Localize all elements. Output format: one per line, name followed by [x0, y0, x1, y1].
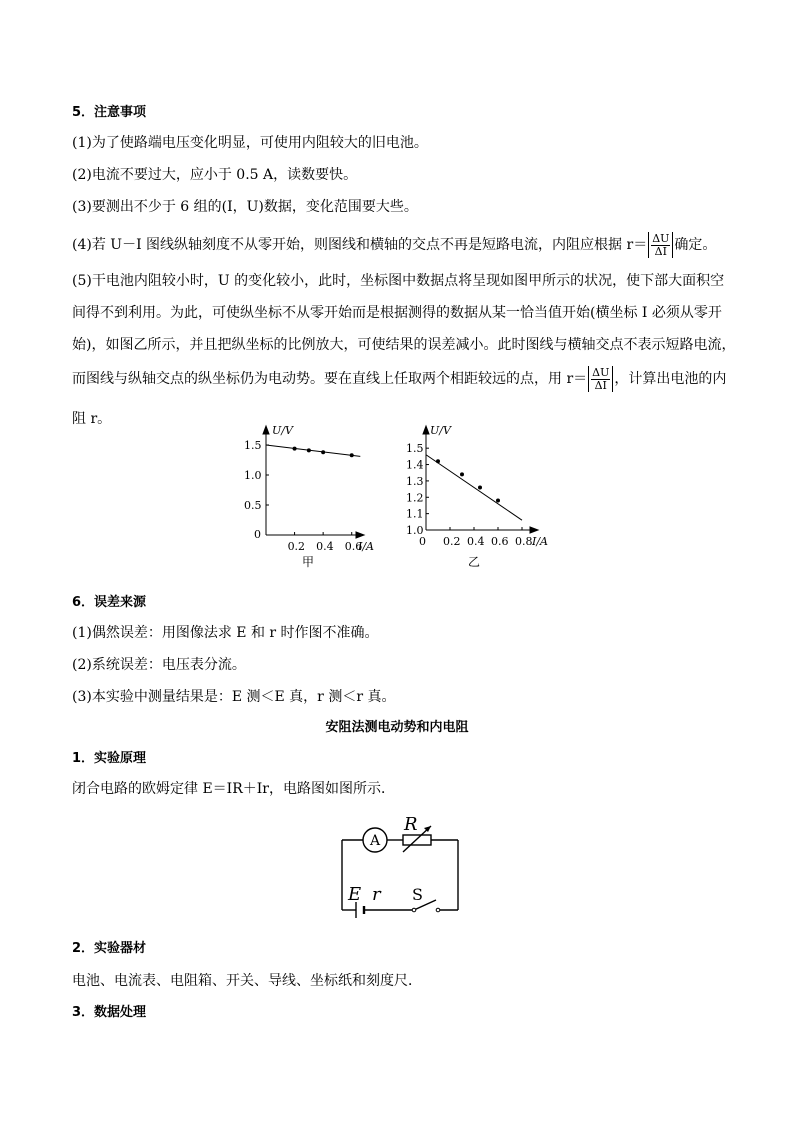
jia-y-arrow	[263, 426, 269, 434]
switch-label: S	[412, 885, 423, 904]
internal-resistance-label: r	[372, 884, 381, 905]
yi-xtick-label-0.8: 0.8	[515, 535, 533, 548]
yi-data-point-1	[460, 472, 464, 476]
abs-bar-right	[672, 232, 673, 258]
yi-data-point-3	[496, 499, 500, 503]
resistor-box	[403, 835, 431, 845]
section-3-heading: 3．数据处理	[72, 1005, 147, 1020]
delta-fraction-2	[591, 367, 610, 392]
note-4-tail: 确定。	[674, 237, 717, 253]
yi-fit-line	[426, 455, 522, 520]
yi-ylabel: U/V	[430, 424, 451, 437]
yi-x-arrow	[530, 527, 538, 533]
graph-jia	[230, 420, 390, 572]
yi-xtick-label-0.2: 0.2	[443, 535, 461, 548]
yi-y-arrow	[423, 426, 429, 434]
yi-ytick-label-1.0: 1.0	[406, 524, 424, 537]
jia-data-point-2	[321, 450, 325, 454]
fraction-numerator: ΔU	[652, 231, 670, 245]
jia-x-arrow	[356, 532, 364, 538]
fraction-denominator: ΔI	[654, 244, 667, 258]
note-4-text: (4)若 U－I 图线纵轴刻度不从零开始，则图线和横轴的交点不再是短路电流，内阻应根据 r＝	[72, 237, 648, 253]
note-5-line-4-tail: ，计算出电池的内	[614, 371, 727, 387]
jia-xlabel: I/A	[358, 540, 374, 553]
jia-ylabel: U/V	[272, 424, 293, 437]
section-1-heading: 1．实验原理	[72, 751, 147, 766]
abs-bar-left-2	[588, 366, 589, 392]
circuit-diagram	[330, 812, 470, 920]
yi-ytick-label-1.4: 1.4	[406, 458, 424, 472]
jia-caption: 甲	[302, 555, 315, 569]
section-title: 安阻法测电动势和内电阻	[325, 720, 469, 735]
yi-data-point-2	[478, 485, 482, 489]
jia-xtick-label-0.2: 0.2	[287, 540, 306, 553]
jia-fit-line	[266, 445, 360, 456]
section-2-heading: 2．实验器材	[72, 941, 147, 956]
yi-xtick-label-0.6: 0.6	[491, 535, 509, 548]
jia-ytick-label-0.5: 0.5	[244, 499, 262, 512]
fraction-numerator-2: ΔU	[592, 365, 610, 379]
yi-ytick-label-1.5: 1.5	[406, 442, 424, 456]
note-5-line-4-text: 而图线与纵轴交点的纵坐标仍为电动势。要在直线上任取两个相距较远的点，用 r＝	[72, 371, 588, 387]
yi-ytick-label-1.2: 1.2	[406, 491, 424, 505]
graph-yi	[400, 420, 560, 572]
ammeter-label: A	[369, 833, 381, 849]
yi-xlabel: I/A	[532, 535, 548, 548]
note-2: (2)电流不要过大，应小于 0.5 A，读数要快。	[72, 167, 358, 183]
switch-contact-left	[412, 908, 416, 912]
fraction-denominator-2: ΔI	[594, 378, 607, 392]
note-5-line-2: 间得不到利用。为此，可使纵坐标不从零开始而是根据测得的数据从某一恰当值开始(横坐标 I 必须从零开	[72, 305, 722, 321]
switch-contact-right	[436, 908, 440, 912]
jia-data-point-1	[307, 448, 311, 452]
yi-ytick-label-1.1: 1.1	[406, 507, 424, 521]
jia-origin: 0	[254, 528, 261, 541]
delta-fraction	[651, 233, 670, 258]
principle-text: 闭合电路的欧姆定律 E＝IR＋Ir，电路图如图所示．	[72, 781, 395, 797]
note-1: (1)为了使路端电压变化明显，可使用内阻较大的旧电池。	[72, 135, 428, 151]
note-5-line-3: 始)，如图乙所示，并且把纵坐标的比例放大，可使结果的误差减小。此时图线与横轴交点不表示短路电流，	[72, 337, 736, 353]
note-5-line-1: (5)干电池内阻较小时，U 的变化较小，此时，坐标图中数据点将呈现如图甲所示的状况，使下部大面积空	[72, 273, 725, 289]
error-2: (2)系统误差：电压表分流。	[72, 657, 246, 673]
yi-caption: 乙	[468, 555, 481, 569]
abs-bar-right-2	[612, 366, 613, 392]
error-1: (1)偶然误差：用图像法求 E 和 r 时作图不准确。	[72, 625, 379, 641]
section-5-heading: 5．注意事项	[72, 105, 147, 120]
equipment-text: 电池、电流表、电阻箱、开关、导线、坐标纸和刻度尺．	[72, 973, 422, 989]
note-5-line-5: 阻 r。	[72, 411, 112, 427]
abs-bar-left	[648, 232, 649, 258]
jia-xtick-label-0.6: 0.6	[344, 540, 363, 553]
yi-ytick-label-1.3: 1.3	[406, 474, 424, 488]
yi-xtick-label-0: 0	[419, 535, 426, 548]
yi-xtick-label-0.4: 0.4	[467, 535, 485, 548]
error-3: (3)本实验中测量结果是：E 测＜E 真，r 测＜r 真。	[72, 689, 396, 705]
resistor-label: R	[404, 814, 418, 835]
note-5-line-4	[72, 364, 726, 394]
yi-data-point-0	[436, 459, 440, 463]
jia-data-point-0	[293, 447, 297, 451]
jia-ytick-label-1.0: 1.0	[244, 469, 262, 482]
note-4	[72, 230, 716, 260]
note-3: (3)要测出不少于 6 组的(I，U)数据，变化范围要大些。	[72, 199, 418, 215]
jia-ytick-label-1.5: 1.5	[244, 439, 262, 452]
section-6-heading: 6．误差来源	[72, 595, 147, 610]
jia-data-point-3	[350, 453, 354, 457]
jia-xtick-label-0.4: 0.4	[316, 540, 334, 553]
emf-label: E	[348, 884, 362, 905]
